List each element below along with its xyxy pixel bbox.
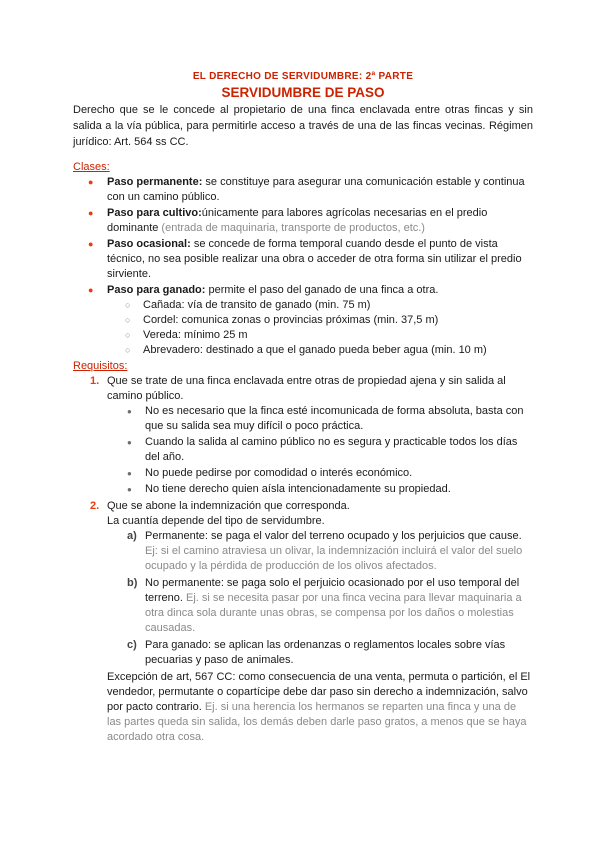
sub-list-item [127,529,533,574]
item-letter: b) [127,577,138,589]
sub-list-item: ● No es necesario que la finca esté incomunicada de forma absoluta, basta con que su salida sea muy difícil o poco práctica. [145,404,533,434]
item-letter: a) [127,530,137,542]
definition: se concede de forma temporal cuando desde el punto de vista técnico, no sea posible realizar una obra o acceder de otra forma sin utilizar el predio sirviente. [107,238,522,280]
sub-list-item: ○ Vereda: mínimo 25 m [143,328,533,343]
definition: únicamente para labores agrícolas necesarias en el predio dominante [107,207,488,234]
ganado-sublist [107,298,533,358]
term: Paso ocasional: [107,238,191,250]
list-item [107,237,533,282]
sub-list-item: ○ Cordel: comunica zonas o provincias próximas (min. 37,5 m) [143,313,533,328]
list-item [107,283,533,358]
document-page [73,70,533,747]
item-number: 2. [90,500,100,512]
term: Paso para cultivo: [107,207,202,219]
list-item [107,175,533,205]
sub-list-item [127,576,533,636]
section-heading-clases: Clases: [73,161,110,173]
term: Paso para ganado: [107,284,206,296]
section-heading-requisitos: Requisitos: [73,360,128,372]
requisito-detail: La cuantía depende del tipo de servidumbre. [107,515,325,527]
example-text: Ej. si se necesita pasar por una finca vecina para llevar maquinaria a otra dinca sola durante unas obras, se compensa por los daños o molestias causadas. [145,592,522,634]
sub-list-item: ○ Abrevadero: destinado a que el ganado pueda beber agua (min. 10 m) [143,343,533,358]
requisitos-list [73,374,533,745]
sub-list-item: ○ Cañada: vía de transito de ganado (min. 75 m) [143,298,533,313]
sub-item-text: No permanente: se paga solo el perjuicio ocasionado por el uso temporal del terreno. [145,577,520,604]
item-letter: c) [127,639,137,651]
document-supertitle: EL DERECHO DE SERVIDUMBRE: 2ª PARTE [192,71,414,82]
requisito-text: Que se abone la indemnización que corresponda. [107,500,350,512]
list-item [90,499,533,745]
sub-list-item: ● No tiene derecho quien aísla intencionadamente su propiedad. [145,482,533,497]
sub-list-item: ● No puede pedirse por comodidad o interés económico. [145,466,533,481]
excepcion-text: Excepción de art, 567 CC: como consecuencia de una venta, permuta o partición, el El vendedor, permutante o copartícipe debe dar paso sin derecho a indemnización, salvo por pacto contrario. [107,671,531,713]
example-text: Ej. si una herencia los hermanos se reparten una finca y una de las partes queda sin salida, los demás deben darle paso gratos, a menos que se haya acordado otra cosa. [107,701,527,743]
intro-paragraph: Derecho que se le concede al propietario de una finca enclavada entre otras fincas y sin salida a la vía pública, para permitirle acceso a través de una de las fincas vecinas. Régimen jurídico: Art. 564 ss CC. [73,104,533,148]
term: Paso permanente: [107,176,203,188]
item-number: 1. [90,375,100,387]
definition: permite el paso del ganado de una finca a otra. [205,284,439,296]
list-item [107,206,533,236]
indemnizacion-sublist [107,529,533,668]
example-text: Ej: si el camino atraviesa un olivar, la indemnización incluirá el valor del suelo ocupado y la pérdida de producción de los olivos afectados. [145,545,523,572]
note: (entrada de maquinaria, transporte de productos, etc.) [158,222,425,234]
requisito-sublist [107,404,533,497]
clases-list [73,175,533,358]
sub-item-text: Para ganado: se aplican las ordenanzas o reglamentos locales sobre vías pecuarias y paso de animales. [145,639,506,666]
sub-list-item [127,638,533,668]
excepcion-paragraph [107,670,533,745]
sub-item-text: Permanente: se paga el valor del terreno ocupado y los perjuicios que cause. [145,530,522,542]
sub-list-item: ● Cuando la salida al camino público no es segura y practicable todos los días del año. [145,435,533,465]
document-title: SERVIDUMBRE DE PASO [221,85,385,100]
list-item [90,374,533,497]
definition: se constituye para asegurar una comunicación estable y continua con un camino público. [107,176,525,203]
requisito-text: Que se trate de una finca enclavada entre otras de propiedad ajena y sin salida al camino público. [107,375,506,402]
